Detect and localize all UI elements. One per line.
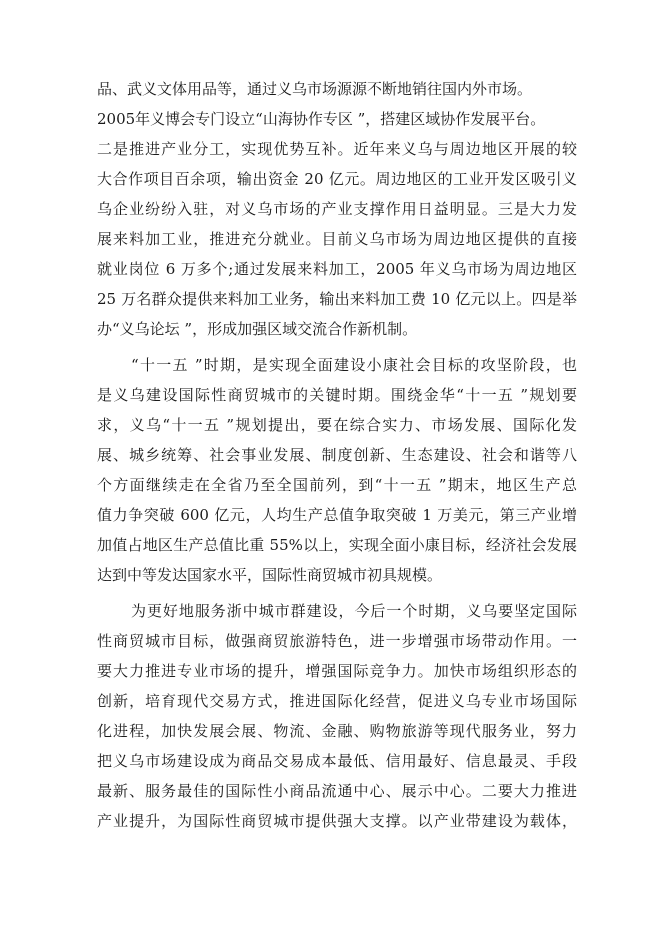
text-line: 求，义乌“十一五 ”规划提出，要在综合实力、市场发展、国际化发: [97, 416, 577, 434]
text-line: 个方面继续走在全省乃至全国前列，到“十一五 ”期末，地区生产总: [97, 476, 577, 494]
text-line: 最新、服务最佳的国际性小商品流通中心、展示中心。二要大力推进: [97, 782, 577, 800]
text-line: 为更好地服务浙中城市群建设，今后一个时期，义乌要坚定国际: [131, 602, 577, 620]
text-line: 性商贸城市目标，做强商贸旅游特色，进一步增强市场带动作用。一: [97, 632, 577, 650]
text-line: 二是推进产业分工，实现优势互补。近年来义乌与周边地区开展的较: [97, 140, 577, 158]
text-line: 值力争突破 600 亿元，人均生产总值争取突破 1 万美元，第三产业增: [97, 506, 577, 524]
text-line: 大合作项目百余项，输出资金 20 亿元。周边地区的工业开发区吸引义: [97, 170, 577, 188]
text-line: 是义乌建设国际性商贸城市的关键时期。围绕金华“十一五 ”规划要: [97, 386, 577, 404]
text-line: 品、武义文体用品等，通过义乌市场源源不断地销往国内外市场。: [97, 80, 533, 98]
text-line: 展来料加工业，推进充分就业。目前义乌市场为周边地区提供的直接: [97, 230, 577, 248]
text-line: 要大力推进专业市场的提升，增强国际竞争力。加快市场组织形态的: [97, 662, 577, 680]
text-line: “十一五 ”时期，是实现全面建设小康社会目标的攻坚阶段，也: [131, 356, 577, 374]
text-line: 达到中等发达国家水平，国际性商贸城市初具规模。: [97, 566, 443, 584]
text-line: 产业提升，为国际性商贸城市提供强大支撑。以产业带建设为载体，: [97, 812, 577, 830]
text-line: 25 万名群众提供来料加工业务，输出来料加工费 10 亿元以上。四是举: [97, 290, 577, 308]
text-line: 2005年义博会专门设立“山海协作专区 ”，搭建区域协作发展平台。: [97, 110, 546, 128]
text-line: 把义乌市场建设成为商品交易成本最低、信用最好、信息最灵、手段: [97, 752, 577, 770]
text-line: 展、城乡统筹、社会事业发展、制度创新、生态建设、社会和谐等八: [97, 446, 577, 464]
text-line: 加值占地区生产总值比重 55%以上，实现全面小康目标，经济社会发展: [97, 536, 577, 554]
text-line: 就业岗位 6 万多个;通过发展来料加工，2005 年义乌市场为周边地区: [97, 260, 577, 278]
text-line: 乌企业纷纷入驻，对义乌市场的产业支撑作用日益明显。三是大力发: [97, 200, 577, 218]
text-line: 创新，培育现代交易方式，推进国际化经营，促进义乌专业市场国际: [97, 692, 577, 710]
text-line: 化进程，加快发展会展、物流、金融、购物旅游等现代服务业，努力: [97, 722, 577, 740]
text-line: 办“义乌论坛 ”，形成加强区域交流合作新机制。: [97, 320, 418, 338]
